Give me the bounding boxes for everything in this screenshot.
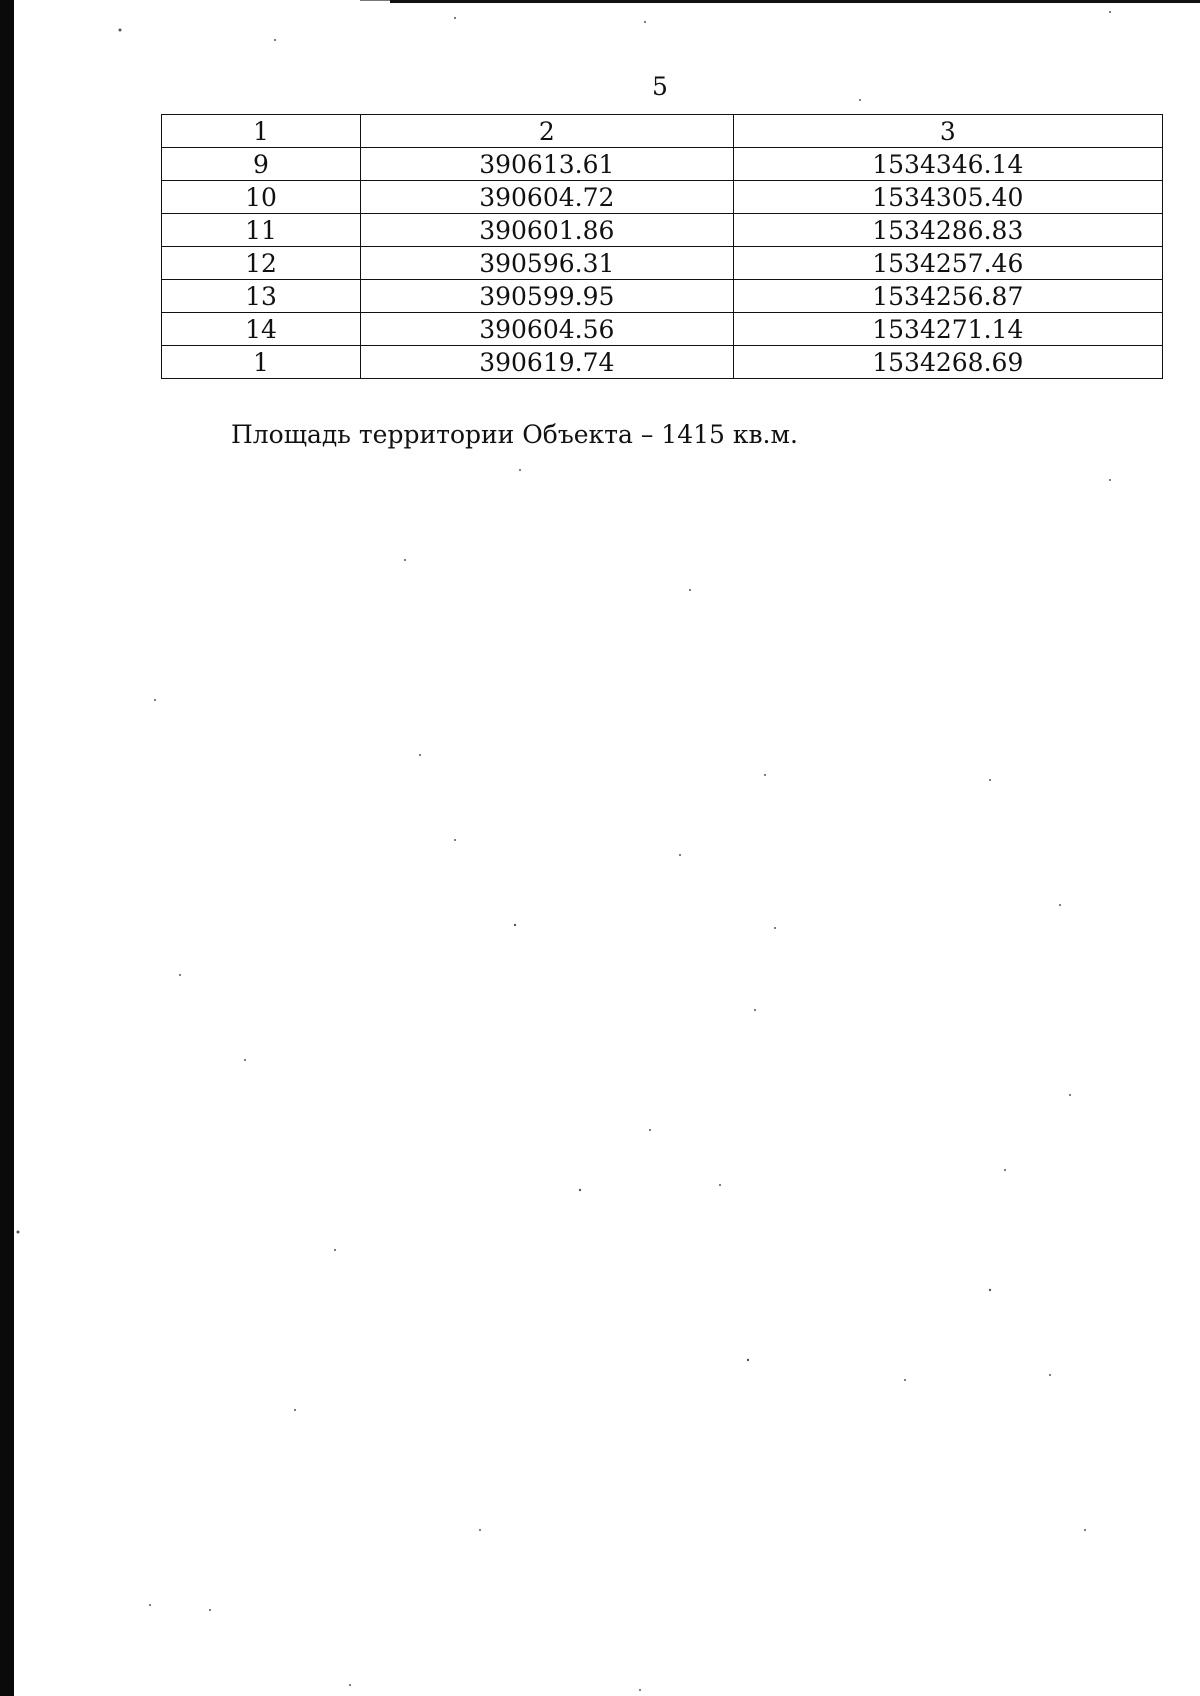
scan-left-edge <box>0 0 14 1696</box>
y-coordinate-cell: 1534257.46 <box>733 247 1162 280</box>
table-header-row <box>162 115 1163 148</box>
scan-top-edge-line <box>390 0 1200 3</box>
point-number-cell: 10 <box>162 181 361 214</box>
table-row <box>162 181 1163 214</box>
page-number: 5 <box>652 72 668 101</box>
x-coordinate-cell: 390604.72 <box>361 181 734 214</box>
x-coordinate-cell: 390601.86 <box>361 214 734 247</box>
scan-top-edge-line-faint <box>360 0 390 1</box>
x-coordinate-cell: 390599.95 <box>361 280 734 313</box>
y-coordinate-cell: 1534256.87 <box>733 280 1162 313</box>
table-header-cell: 3 <box>733 115 1162 148</box>
y-coordinate-cell: 1534286.83 <box>733 214 1162 247</box>
point-number-cell: 14 <box>162 313 361 346</box>
x-coordinate-cell: 390604.56 <box>361 313 734 346</box>
table-row <box>162 148 1163 181</box>
coordinates-table <box>161 114 1163 379</box>
x-coordinate-cell: 390619.74 <box>361 346 734 379</box>
y-coordinate-cell: 1534271.14 <box>733 313 1162 346</box>
table-header-cell: 2 <box>361 115 734 148</box>
table-header-cell: 1 <box>162 115 361 148</box>
point-number-cell: 9 <box>162 148 361 181</box>
table-row <box>162 280 1163 313</box>
y-coordinate-cell: 1534268.69 <box>733 346 1162 379</box>
x-coordinate-cell: 390596.31 <box>361 247 734 280</box>
table-row <box>162 313 1163 346</box>
point-number-cell: 13 <box>162 280 361 313</box>
x-coordinate-cell: 390613.61 <box>361 148 734 181</box>
y-coordinate-cell: 1534346.14 <box>733 148 1162 181</box>
area-statement: Площадь территории Объекта – 1415 кв.м. <box>231 420 798 449</box>
table-row <box>162 247 1163 280</box>
point-number-cell: 11 <box>162 214 361 247</box>
y-coordinate-cell: 1534305.40 <box>733 181 1162 214</box>
table-row <box>162 346 1163 379</box>
table-row <box>162 214 1163 247</box>
point-number-cell: 1 <box>162 346 361 379</box>
point-number-cell: 12 <box>162 247 361 280</box>
